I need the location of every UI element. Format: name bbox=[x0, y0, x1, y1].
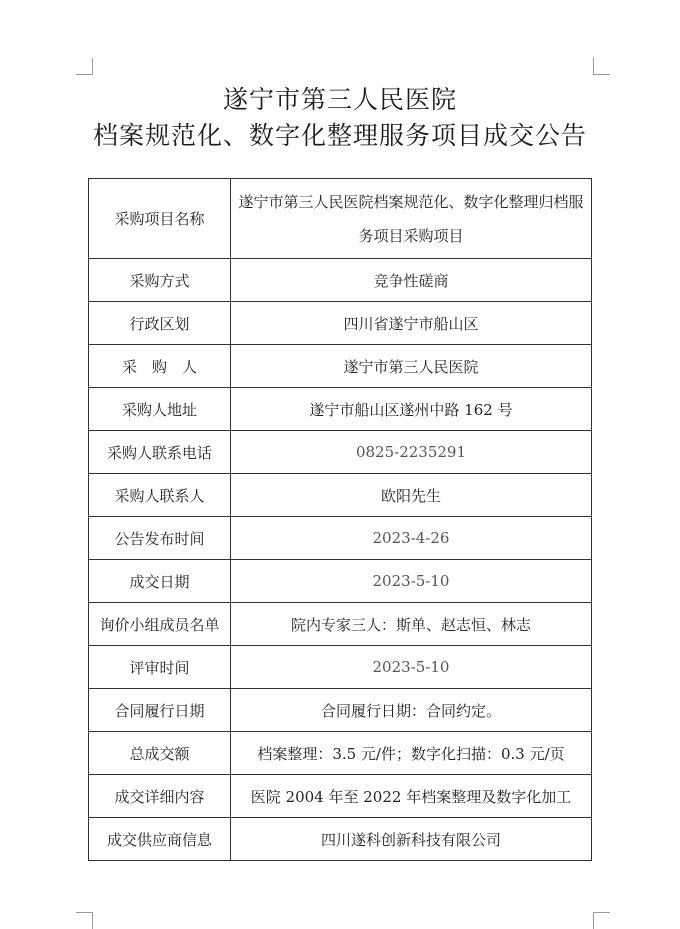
row-label: 公告发布时间 bbox=[89, 517, 231, 560]
table-row bbox=[89, 775, 592, 818]
page-title-hospital: 遂宁市第三人民医院 bbox=[222, 85, 457, 114]
row-value: 0825-2235291 bbox=[231, 431, 592, 474]
row-label: 采购人联系电话 bbox=[89, 431, 231, 474]
row-value: 四川遂科创新科技有限公司 bbox=[231, 818, 592, 861]
row-value: 遂宁市船山区遂州中路 162 号 bbox=[231, 388, 592, 431]
table-row bbox=[89, 431, 592, 474]
row-label: 采 购 人 bbox=[89, 345, 231, 388]
table-row bbox=[89, 732, 592, 775]
table-row bbox=[89, 179, 592, 259]
row-value: 2023-5-10 bbox=[231, 646, 592, 689]
row-label: 评审时间 bbox=[89, 646, 231, 689]
row-label: 采购人联系人 bbox=[89, 474, 231, 517]
announcement-table bbox=[88, 178, 592, 861]
row-value: 2023-5-10 bbox=[231, 560, 592, 603]
row-value: 院内专家三人：斯单、赵志恒、林志 bbox=[231, 603, 592, 646]
table-row bbox=[89, 818, 592, 861]
row-value: 竞争性磋商 bbox=[231, 259, 592, 302]
row-label: 成交供应商信息 bbox=[89, 818, 231, 861]
row-value: 遂宁市第三人民医院档案规范化、数字化整理归档服务项目采购项目 bbox=[231, 179, 592, 259]
row-label: 成交详细内容 bbox=[89, 775, 231, 818]
table-row bbox=[89, 345, 592, 388]
row-value: 档案整理：3.5 元/件；数字化扫描：0.3 元/页 bbox=[231, 732, 592, 775]
crop-mark-top-left bbox=[76, 58, 93, 75]
table-row bbox=[89, 259, 592, 302]
row-label: 采购人地址 bbox=[89, 388, 231, 431]
row-label: 合同履行日期 bbox=[89, 689, 231, 732]
table-row bbox=[89, 517, 592, 560]
table-row bbox=[89, 646, 592, 689]
row-label: 采购项目名称 bbox=[89, 179, 231, 259]
table-row bbox=[89, 474, 592, 517]
row-value: 合同履行日期：合同约定。 bbox=[231, 689, 592, 732]
table-row bbox=[89, 388, 592, 431]
row-value: 遂宁市第三人民医院 bbox=[231, 345, 592, 388]
crop-mark-bottom-right bbox=[593, 912, 610, 929]
row-value: 欧阳先生 bbox=[231, 474, 592, 517]
page-title-announcement: 档案规范化、数字化整理服务项目成交公告 bbox=[92, 121, 587, 150]
row-label: 总成交额 bbox=[89, 732, 231, 775]
row-value: 2023-4-26 bbox=[231, 517, 592, 560]
table-row bbox=[89, 302, 592, 345]
row-label: 行政区划 bbox=[89, 302, 231, 345]
crop-mark-bottom-left bbox=[76, 912, 93, 929]
table-row bbox=[89, 560, 592, 603]
table-row bbox=[89, 689, 592, 732]
crop-mark-top-right bbox=[593, 58, 610, 75]
row-label: 询价小组成员名单 bbox=[89, 603, 231, 646]
row-value: 医院 2004 年至 2022 年档案整理及数字化加工 bbox=[231, 775, 592, 818]
row-label: 采购方式 bbox=[89, 259, 231, 302]
table-row bbox=[89, 603, 592, 646]
row-label: 成交日期 bbox=[89, 560, 231, 603]
row-value: 四川省遂宁市船山区 bbox=[231, 302, 592, 345]
